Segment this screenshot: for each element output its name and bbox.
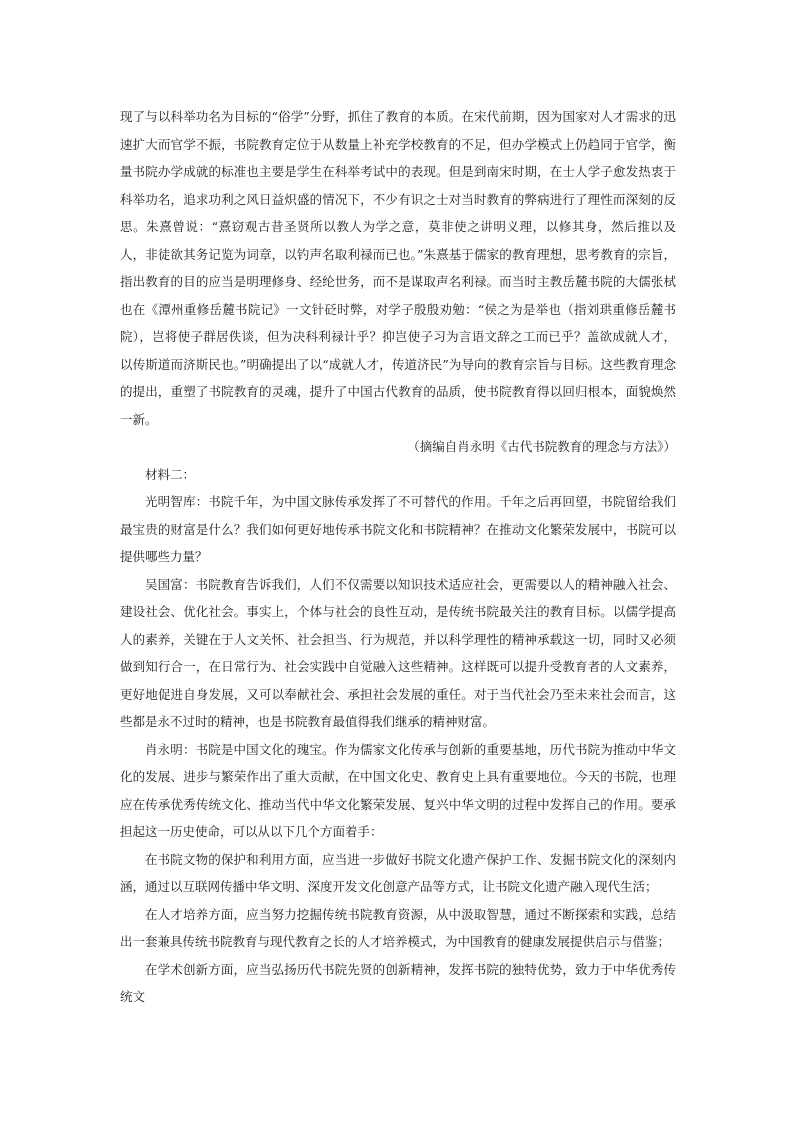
point-talent: 在人才培养方面，应当努力挖掘传统书院教育资源，从中汲取智慧，通过不断探索和实践，总结出一套兼具传统书院教育与现代教育之长的人才培养模式，为中国教育的健康发展提供启示与借鉴； (120, 906, 676, 949)
point-heritage: 在书院文物的保护和利用方面，应当进一步做好书院文化遗产保护工作、发掘书院文化的深刻内涵，通过以互联网传播中华文明、深度开发文化创意产品等方式，让书院文化遗产融入现代生活； (120, 851, 676, 894)
document-page (120, 103, 676, 1011)
material-two-heading: 材料二： (145, 466, 196, 482)
point-academic: 在学术创新方面，应当弘扬历代书院先贤的创新精神，发挥书院的独特优势，致力于中华优秀传统文 (120, 961, 676, 1004)
dialogue-wu-guofu: 吴国富：书院教育告诉我们，人们不仅需要以知识技术适应社会，更需要以人的精神融入社会、建设社会、优化社会。事实上，个体与社会的良性互动，是传统书院最关注的教育目标。以儒学提高人的素养，关键在于人文关怀、社会担当、行为规范，并以科学理性的精神承载这一切，同时又必须做到知行合一，在日常行为、社会实践中自觉融入这些精神。这样既可以提升受教育者的人文素养，更好地促进自身发展，又可以奉献社会、承担社会发展的重任。对于当代社会乃至未来社会而言，这些都是永不过时的精神，也是书院教育最值得我们继承的精神财富。 (120, 576, 676, 729)
source-citation: （摘编自肖永明《古代书院教育的理念与方法》） (407, 439, 676, 454)
dialogue-guangming: 光明智库：书院千年，为中国文脉传承发挥了不可替代的作用。千年之后再回望，书院留给我们最宝贵的财富是什么？我们如何更好地传承书院文化和书院精神？在推动文化繁荣发展中，书院可以提供哪些力量？ (120, 494, 676, 564)
paragraph-material-one: 现了与以科举功名为目标的“俗学”分野，抓住了教育的本质。在宋代前期，因为国家对人才需求的迅速扩大而官学不振，书院教育定位于从数量上补充学校教育的不足，但办学模式上仍趋同于官学，衡量书院办学成就的标准也主要是学生在科举考试中的表现。但是到南宋时期，在士人学子愈发热衷于科举功名，追求功利之风日益炽盛的情况下，不少有识之士对当时教育的弊病进行了理性而深刻的反思。朱熹曾说：“熹窃观古昔圣贤所以教人为学之意，莫非使之讲明义理，以修其身，然后推以及人，非徒欲其务记览为词章，以钓声名取利禄而已也。”朱熹基于儒家的教育理想，思考教育的宗旨，指出教育的目的应当是明理修身、经纶世务，而不是谋取声名利禄。而当时主教岳麓书院的大儒张栻也在《潭州重修岳麓书院记》一文针砭时弊，对学子殷殷劝勉：“侯之为是举也（指刘珙重修岳麓书院），岂将使子群居佚谈，但为决科利禄计乎？抑岂使子习为言语文辞之工而已乎？盖欲成就人才，以传斯道而济斯民也。”明确提出了以“成就人才，传道济民”为导向的教育宗旨与目标。这些教育理念的提出，重塑了书院教育的灵魂，提升了中国古代教育的品质，使书院教育得以回归根本，面貌焕然一新。 (120, 109, 676, 427)
dialogue-xiao-yongming: 肖永明：书院是中国文化的瑰宝。作为儒家文化传承与创新的重要基地，历代书院为推动中华文化的发展、进步与繁荣作出了重大贡献，在中国文化史、教育史上具有重要地位。今天的书院，也理应在传承优秀传统文化、推动当代中华文化繁荣发展、复兴中华文明的过程中发挥自己的作用。要承担起这一历史使命，可以从以下几个方面着手： (120, 741, 676, 839)
